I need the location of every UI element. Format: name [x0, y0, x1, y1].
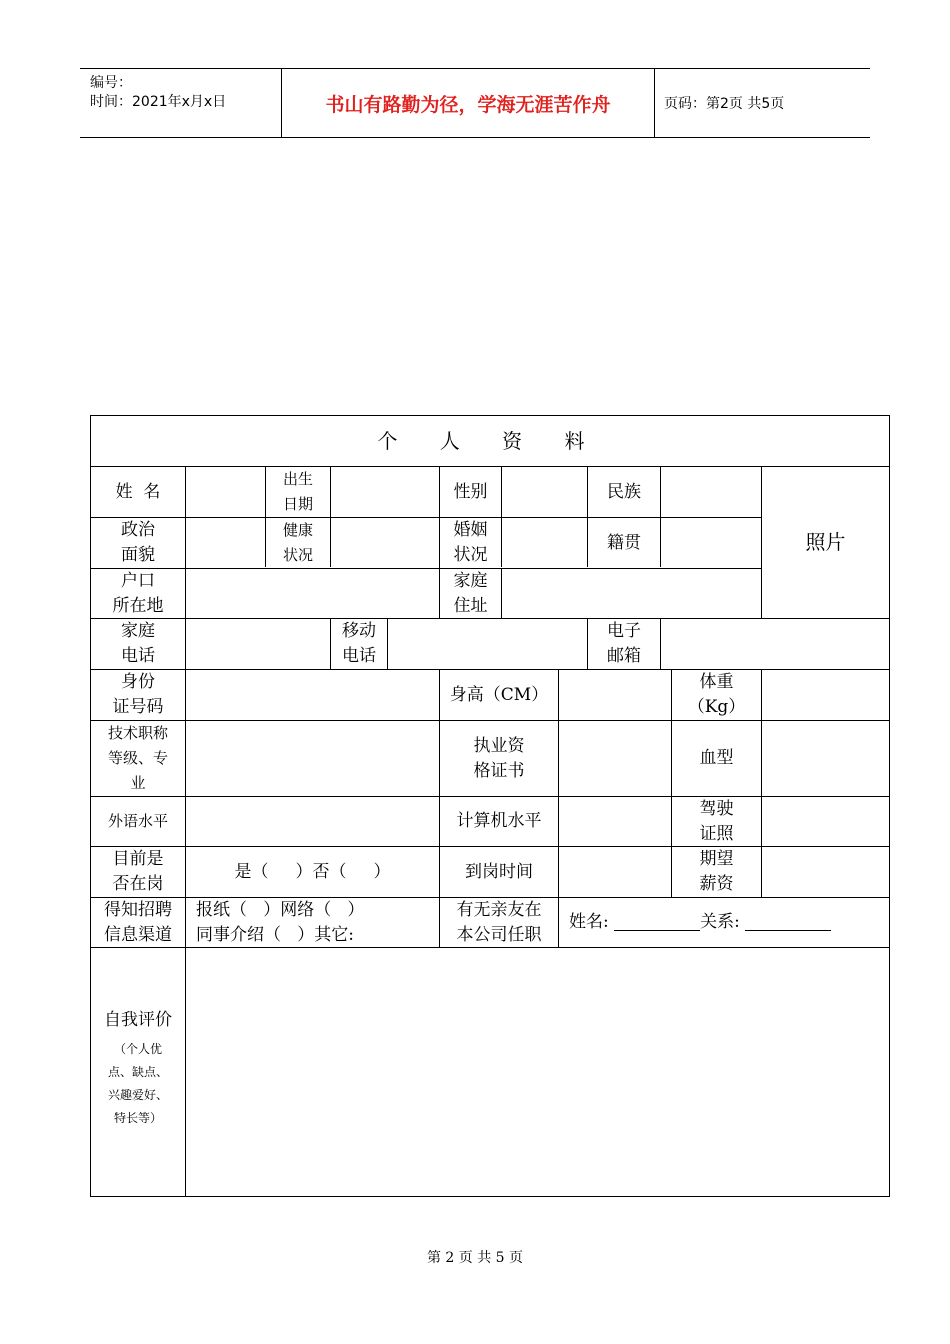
time-label: 时间：2021年x月x日: [90, 94, 227, 110]
header-meta: [80, 69, 282, 137]
marital-field[interactable]: [502, 518, 587, 568]
political-status-field[interactable]: [186, 518, 265, 568]
photo-box[interactable]: 照片: [805, 530, 846, 554]
hukou-label: 户口 所在地: [112, 570, 164, 616]
expected-salary-field[interactable]: [762, 847, 889, 897]
relatives-name-blank[interactable]: [614, 914, 700, 931]
arrival-time-label: 到岗时间: [465, 861, 533, 882]
mobile-label: 移动 电话: [342, 621, 376, 666]
id-number-field[interactable]: [186, 670, 439, 720]
home-phone-field[interactable]: [186, 619, 330, 669]
mobile-field[interactable]: [388, 619, 587, 669]
computer-level-field[interactable]: [559, 797, 671, 846]
blood-type-label: 血型: [699, 748, 734, 768]
name-label: 姓 名: [115, 481, 161, 502]
page-header: [80, 68, 870, 138]
height-field[interactable]: [559, 670, 671, 720]
email-field[interactable]: [661, 619, 889, 669]
foreign-language-label: 外语水平: [107, 812, 168, 830]
relatives-field[interactable]: [569, 898, 889, 947]
ethnicity-field[interactable]: [661, 467, 761, 517]
marital-label: 婚姻 状况: [453, 520, 488, 565]
weight-field[interactable]: [762, 670, 889, 720]
birth-date-field[interactable]: [331, 467, 439, 517]
weight-label: 体重 （Kg）: [687, 672, 746, 717]
home-address-field[interactable]: [502, 569, 761, 618]
relatives-label: 有无亲友在 本公司任职: [456, 899, 542, 945]
self-eval-label: 自我评价: [104, 1010, 172, 1030]
gender-field[interactable]: [502, 467, 587, 517]
arrival-time-field[interactable]: [559, 847, 671, 897]
health-label: 健康 状况: [282, 521, 313, 564]
name-field[interactable]: [186, 467, 265, 517]
self-eval-note: （个人优 点、缺点、 兴趣爱好、 特长等）: [107, 1042, 168, 1125]
birth-date-label: 出生 日期: [282, 470, 313, 513]
driving-license-label: 驾驶 证照: [699, 798, 734, 844]
driving-license-field[interactable]: [762, 797, 889, 846]
computer-level-label: 计算机水平: [456, 811, 542, 831]
currently-employed-label: 目前是 否在岗: [112, 849, 164, 894]
self-eval-field[interactable]: [186, 948, 889, 1196]
channel-options[interactable]: 报纸（ ）网络（ ） 同事介绍（ ）其它:: [196, 899, 365, 945]
relatives-relation-blank[interactable]: [745, 914, 831, 931]
native-place-field[interactable]: [661, 518, 761, 568]
page-footer: 第 2 页 共 5 页: [426, 1250, 524, 1266]
id-number-label: 身份 证号码: [112, 672, 164, 717]
header-page-info: 页码：第2页 共5页: [664, 96, 785, 112]
expected-salary-label: 期望 薪资: [699, 849, 734, 894]
channel-label: 得知招聘 信息渠道: [104, 899, 172, 945]
number-label: 编号：: [90, 75, 132, 91]
currently-employed-options[interactable]: 是（ ）否（ ）: [234, 861, 391, 882]
native-place-label: 籍贯: [607, 532, 641, 553]
political-status-label: 政治 面貌: [121, 520, 155, 565]
form-title: 个 人 资 料: [377, 428, 603, 453]
hukou-field[interactable]: [186, 569, 439, 618]
ethnicity-label: 民族: [607, 481, 641, 502]
title-level-field[interactable]: [186, 721, 439, 796]
email-label: 电子 邮箱: [607, 621, 641, 666]
practice-cert-field[interactable]: [559, 721, 671, 796]
relatives-name-label: 姓名:: [569, 912, 609, 932]
gender-label: 性别: [453, 481, 488, 502]
header-motto: 书山有路勤为径，学海无涯苦作舟: [282, 69, 655, 137]
title-level-label: 技术职称 等级、专 业: [107, 724, 168, 792]
foreign-language-field[interactable]: [186, 797, 439, 846]
blood-type-field[interactable]: [762, 721, 889, 796]
relatives-relation-label: 关系:: [700, 912, 740, 932]
health-field[interactable]: [331, 518, 439, 568]
height-label: 身高（CM）: [449, 684, 549, 705]
personal-info-form: [90, 415, 890, 1197]
home-phone-label: 家庭 电话: [121, 621, 155, 666]
practice-cert-label: 执业资 格证书: [473, 735, 525, 781]
home-address-label: 家庭 住址: [453, 570, 488, 616]
